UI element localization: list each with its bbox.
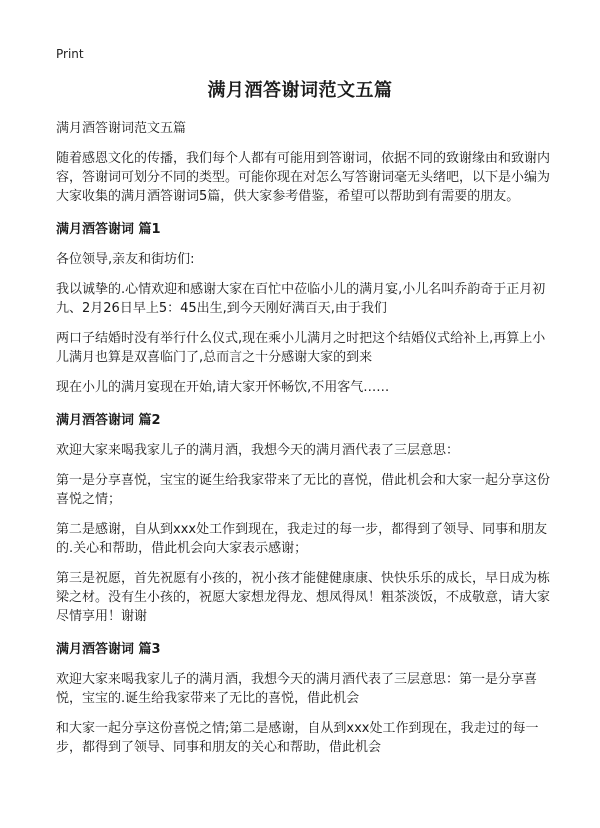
paragraph: 和大家一起分享这份喜悦之情;第二是感谢，自从到xxx处工作到现在，我走过的每一步，都得到了领导、同事和朋友的关心和帮助，借此机会	[56, 721, 539, 755]
section-3	[56, 640, 554, 757]
section-heading: 满月酒答谢词 篇1	[56, 222, 161, 237]
paragraph: 欢迎大家来喝我家儿子的满月酒，我想今天的满月酒代表了三层意思：第一是分享喜悦，宝宝的.诞生给我家带来了无比的喜悦，借此机会	[56, 672, 538, 706]
section-heading: 满月酒答谢词 篇3	[56, 642, 161, 657]
paragraph: 现在小儿的满月宴现在开始,请大家开怀畅饮,不用客气……	[56, 380, 390, 395]
document-title: 满月酒答谢词范文五篇	[207, 80, 393, 101]
paragraph: 第二是感谢，自从到xxx处工作到现在，我走过的每一步，都得到了领导、同事和朋友的.关心和帮助，借此机会向大家表示感谢；	[56, 522, 548, 556]
print-link[interactable]: Print	[56, 47, 84, 61]
intro-paragraph: 随着感恩文化的传播，我们每个人都有可能用到答谢词，依据不同的致谢缘由和致谢内容，答谢词可划分不同的类型。可能你现在对怎么写答谢词毫无头绪吧，以下是小编为大家收集的满月酒答谢词5篇，供大家参考借鉴，希望可以帮助到有需要的朋友。	[56, 151, 551, 204]
paragraph: 两口子结婚时没有举行什么仪式,现在乘小儿满月之时把这个结婚仪式给补上,再算上小儿满月也算是双喜临门了,总而言之十分感谢大家的到来	[56, 331, 546, 365]
section-1	[56, 220, 554, 397]
document-body	[56, 120, 554, 768]
section-heading: 满月酒答谢词 篇2	[56, 413, 161, 428]
paragraph: 欢迎大家来喝我家儿子的满月酒，我想今天的满月酒代表了三层意思：	[56, 443, 460, 458]
paragraph: 我以诚挚的.心情欢迎和感谢大家在百忙中莅临小儿的满月宴,小儿名叫乔韵奇于正月初九、2月26日早上5：45出生,到今天刚好满百天,由于我们	[56, 282, 546, 316]
paragraph: 第三是祝愿，首先祝愿有小孩的，祝小孩才能健健康康、快快乐乐的成长，早日成为栋梁之材。没有生小孩的，祝愿大家想龙得龙、想凤得凤！粗茶淡饭，不成敬意，请大家尽情享用！谢谢	[56, 571, 551, 624]
document-subtitle: 满月酒答谢词范文五篇	[56, 121, 187, 136]
section-2	[56, 411, 554, 626]
paragraph: 各位领导,亲友和街坊们:	[56, 252, 195, 267]
paragraph: 第一是分享喜悦，宝宝的诞生给我家带来了无比的喜悦，借此机会和大家一起分享这份喜悦之情；	[56, 473, 551, 507]
